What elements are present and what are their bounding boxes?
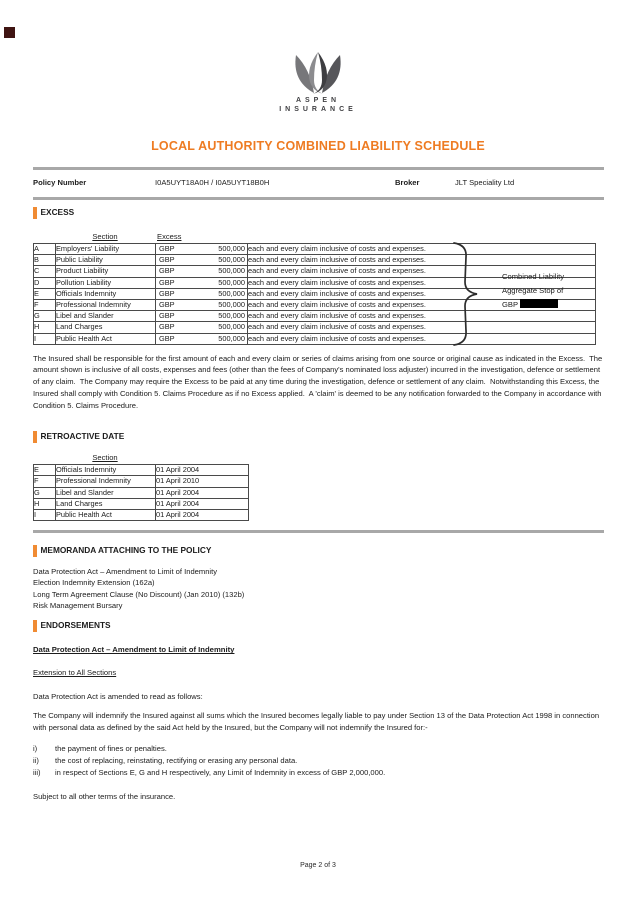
endorsement-exclusions-list (33, 743, 604, 779)
row-basis: each and every claim inclusive of costs and expenses. (248, 255, 596, 266)
scan-corner-mark (4, 27, 15, 38)
redacted-value (520, 299, 558, 308)
retroactive-table (33, 464, 249, 521)
row-section: Libel and Slander (56, 487, 156, 498)
endorsements-section-heading (33, 619, 604, 632)
accent-bar-icon (33, 620, 37, 632)
retroactive-table-row (34, 487, 249, 498)
row-letter: I (34, 509, 56, 520)
row-basis: each and every claim inclusive of costs and expenses. (248, 311, 596, 322)
row-date: 01 April 2004 (156, 487, 249, 498)
row-section: Land Charges (56, 498, 156, 509)
row-section: Libel and Slander (56, 311, 156, 322)
row-excess-amount: GBP 500,000 (156, 333, 248, 344)
row-excess-amount: GBP 500,000 (156, 311, 248, 322)
row-excess-amount: GBP 500,000 (156, 244, 248, 255)
endorsement-outro: Subject to all other terms of the insurance. (33, 791, 176, 801)
row-basis: each and every claim inclusive of costs and expenses. (248, 322, 596, 333)
retroactive-table-row (34, 509, 249, 520)
row-basis: each and every claim inclusive of costs and expenses. (248, 299, 596, 310)
memoranda-list (33, 566, 604, 611)
list-item-text: the payment of fines or penalties. (55, 743, 167, 753)
policy-number-label: Policy Number (33, 178, 87, 187)
memoranda-heading-label: MEMORANDA ATTACHING TO THE POLICY (40, 545, 212, 556)
brand-name-line2: INSURANCE (279, 106, 357, 113)
endorsement-subtitle: Extension to All Sections (33, 668, 117, 678)
row-letter: D (34, 277, 56, 288)
excess-section-heading (33, 206, 604, 219)
broker-value: JLT Speciality Ltd (455, 178, 515, 187)
retroactive-table-header (33, 452, 604, 463)
row-excess-amount: GBP 500,000 (156, 288, 248, 299)
row-letter: I (34, 333, 56, 344)
memoranda-section-heading (33, 544, 604, 557)
endorsement-intro: Data Protection Act is amended to read as follows: (33, 692, 203, 702)
memoranda-item: Risk Management Bursary (33, 601, 123, 611)
memoranda-item: Long Term Agreement Clause (No Discount) (Jan 2010) (132b) (33, 589, 245, 599)
excess-col-section: Section (92, 232, 118, 241)
row-basis: each and every claim inclusive of costs and expenses. (248, 288, 596, 299)
endorsements-heading-label: ENDORSEMENTS (40, 620, 111, 631)
row-section: Professional Indemnity (56, 299, 156, 310)
memoranda-item: Election Indemnity Extension (162a) (33, 578, 155, 588)
endorsement-body: The Company will indemnify the Insured against all sums which the Insured becomes legally liable to pay under Section 13 of the Data Protection Act 1998 in connection with personal data as defined by the said Act held by the Insured, but the Company will not indemnify the Insured for:- (33, 711, 602, 733)
annotation-line: Combined Liability (502, 272, 565, 281)
list-item-number: i) (33, 743, 38, 753)
broker-label: Broker (395, 178, 420, 187)
excess-table-header (33, 231, 604, 242)
page-title: LOCAL AUTHORITY COMBINED LIABILITY SCHEDULE (151, 139, 485, 153)
row-letter: F (34, 476, 56, 487)
brace-annotation-icon (446, 240, 486, 348)
row-letter: A (34, 244, 56, 255)
row-excess-amount: GBP 500,000 (156, 277, 248, 288)
accent-bar-icon (33, 431, 37, 443)
row-letter: B (34, 255, 56, 266)
excess-table-row (34, 244, 596, 255)
section-divider (33, 530, 604, 533)
row-basis: each and every claim inclusive of costs and expenses. (248, 277, 596, 288)
row-letter: H (34, 498, 56, 509)
retroactive-col-section: Section (92, 453, 118, 463)
retroactive-heading-label: RETROACTIVE DATE (40, 431, 125, 442)
row-letter: H (34, 322, 56, 333)
list-item-number: ii) (33, 755, 39, 765)
section-divider (33, 167, 604, 170)
list-item-text: the cost of replacing, reinstating, rectifying or erasing any personal data. (55, 755, 298, 765)
row-date: 01 April 2004 (156, 465, 249, 476)
policy-row (33, 177, 604, 189)
row-excess-amount: GBP 500,000 (156, 255, 248, 266)
annotation-line: Aggregate Stop of (502, 286, 564, 295)
section-divider (33, 197, 604, 200)
row-section: Public Liability (56, 255, 156, 266)
endorsement-title: Data Protection Act – Amendment to Limit of Indemnity (33, 645, 235, 655)
combined-liability-annotation (502, 270, 564, 312)
row-letter: G (34, 487, 56, 498)
retroactive-section-heading (33, 430, 604, 443)
list-item (33, 755, 604, 767)
row-letter: F (34, 299, 56, 310)
row-section: Public Health Act (56, 509, 156, 520)
row-section: Land Charges (56, 322, 156, 333)
row-section: Officials Indemnity (56, 465, 156, 476)
row-basis: each and every claim inclusive of costs and expenses. (248, 266, 596, 277)
excess-table-row (34, 255, 596, 266)
row-excess-amount: GBP 500,000 (156, 266, 248, 277)
row-section: Pollution Liability (56, 277, 156, 288)
row-section: Product Liability (56, 266, 156, 277)
row-section: Employers' Liability (56, 244, 156, 255)
row-section: Public Health Act (56, 333, 156, 344)
excess-heading-label: EXCESS (40, 207, 75, 217)
annotation-line: GBP (502, 298, 564, 312)
row-letter: C (34, 266, 56, 277)
list-item (33, 767, 604, 779)
row-basis: each and every claim inclusive of costs and expenses. (248, 244, 596, 255)
excess-table-row (34, 322, 596, 333)
row-letter: E (34, 465, 56, 476)
policy-number-value: I0A5UYT18A0H / I0A5UYT18B0H (155, 178, 270, 187)
row-section: Professional Indemnity (56, 476, 156, 487)
row-excess-amount: GBP 500,000 (156, 299, 248, 310)
brand-name-line1: ASPEN (295, 97, 341, 104)
row-date: 01 April 2010 (156, 476, 249, 487)
list-item-text: in respect of Sections E, G and H respectively, any Limit of Indemnity in excess of GBP 2,000,000. (55, 767, 386, 777)
retroactive-table-row (34, 465, 249, 476)
row-letter: E (34, 288, 56, 299)
retroactive-table-row (34, 476, 249, 487)
excess-col-excess: Excess (157, 232, 182, 241)
row-excess-amount: GBP 500,000 (156, 322, 248, 333)
excess-table-row (34, 311, 596, 322)
accent-bar-icon (33, 545, 37, 557)
excess-table-row (34, 333, 596, 344)
aspen-lotus-icon (292, 50, 344, 96)
row-letter: G (34, 311, 56, 322)
row-date: 01 April 2004 (156, 498, 249, 509)
accent-bar-icon (33, 207, 37, 219)
excess-paragraph: The Insured shall be responsible for the first amount of each and every claim or series of claims arising from one source or original cause as indicated in the Excess. The amount shown is inclusive of all costs, expenses and fees (other than the fees of Company's nominated loss adjuster) incurred in the investigation, defence or settlement of any claim. The Company may require the Excess to be paid at any time during the investigation, defence or settlement of any claim. Notwithstanding this Excess, the Insured shall comply with Condition 5. Claims Procedure as if no Excess applied. A 'claim' is deemed to be any notification forwarded to the Company in accordance with Condition 5. Claims Procedure. (33, 353, 605, 410)
row-section: Officials Indemnity (56, 288, 156, 299)
row-basis: each and every claim inclusive of costs and expenses. (248, 333, 596, 344)
memoranda-item: Data Protection Act – Amendment to Limit of Indemnity (33, 567, 218, 577)
list-item-number: iii) (33, 767, 41, 777)
row-date: 01 April 2004 (156, 509, 249, 520)
page-footer: Page 2 of 3 (300, 862, 336, 869)
retroactive-table-row (34, 498, 249, 509)
list-item (33, 743, 604, 755)
aspen-logo (0, 0, 636, 114)
